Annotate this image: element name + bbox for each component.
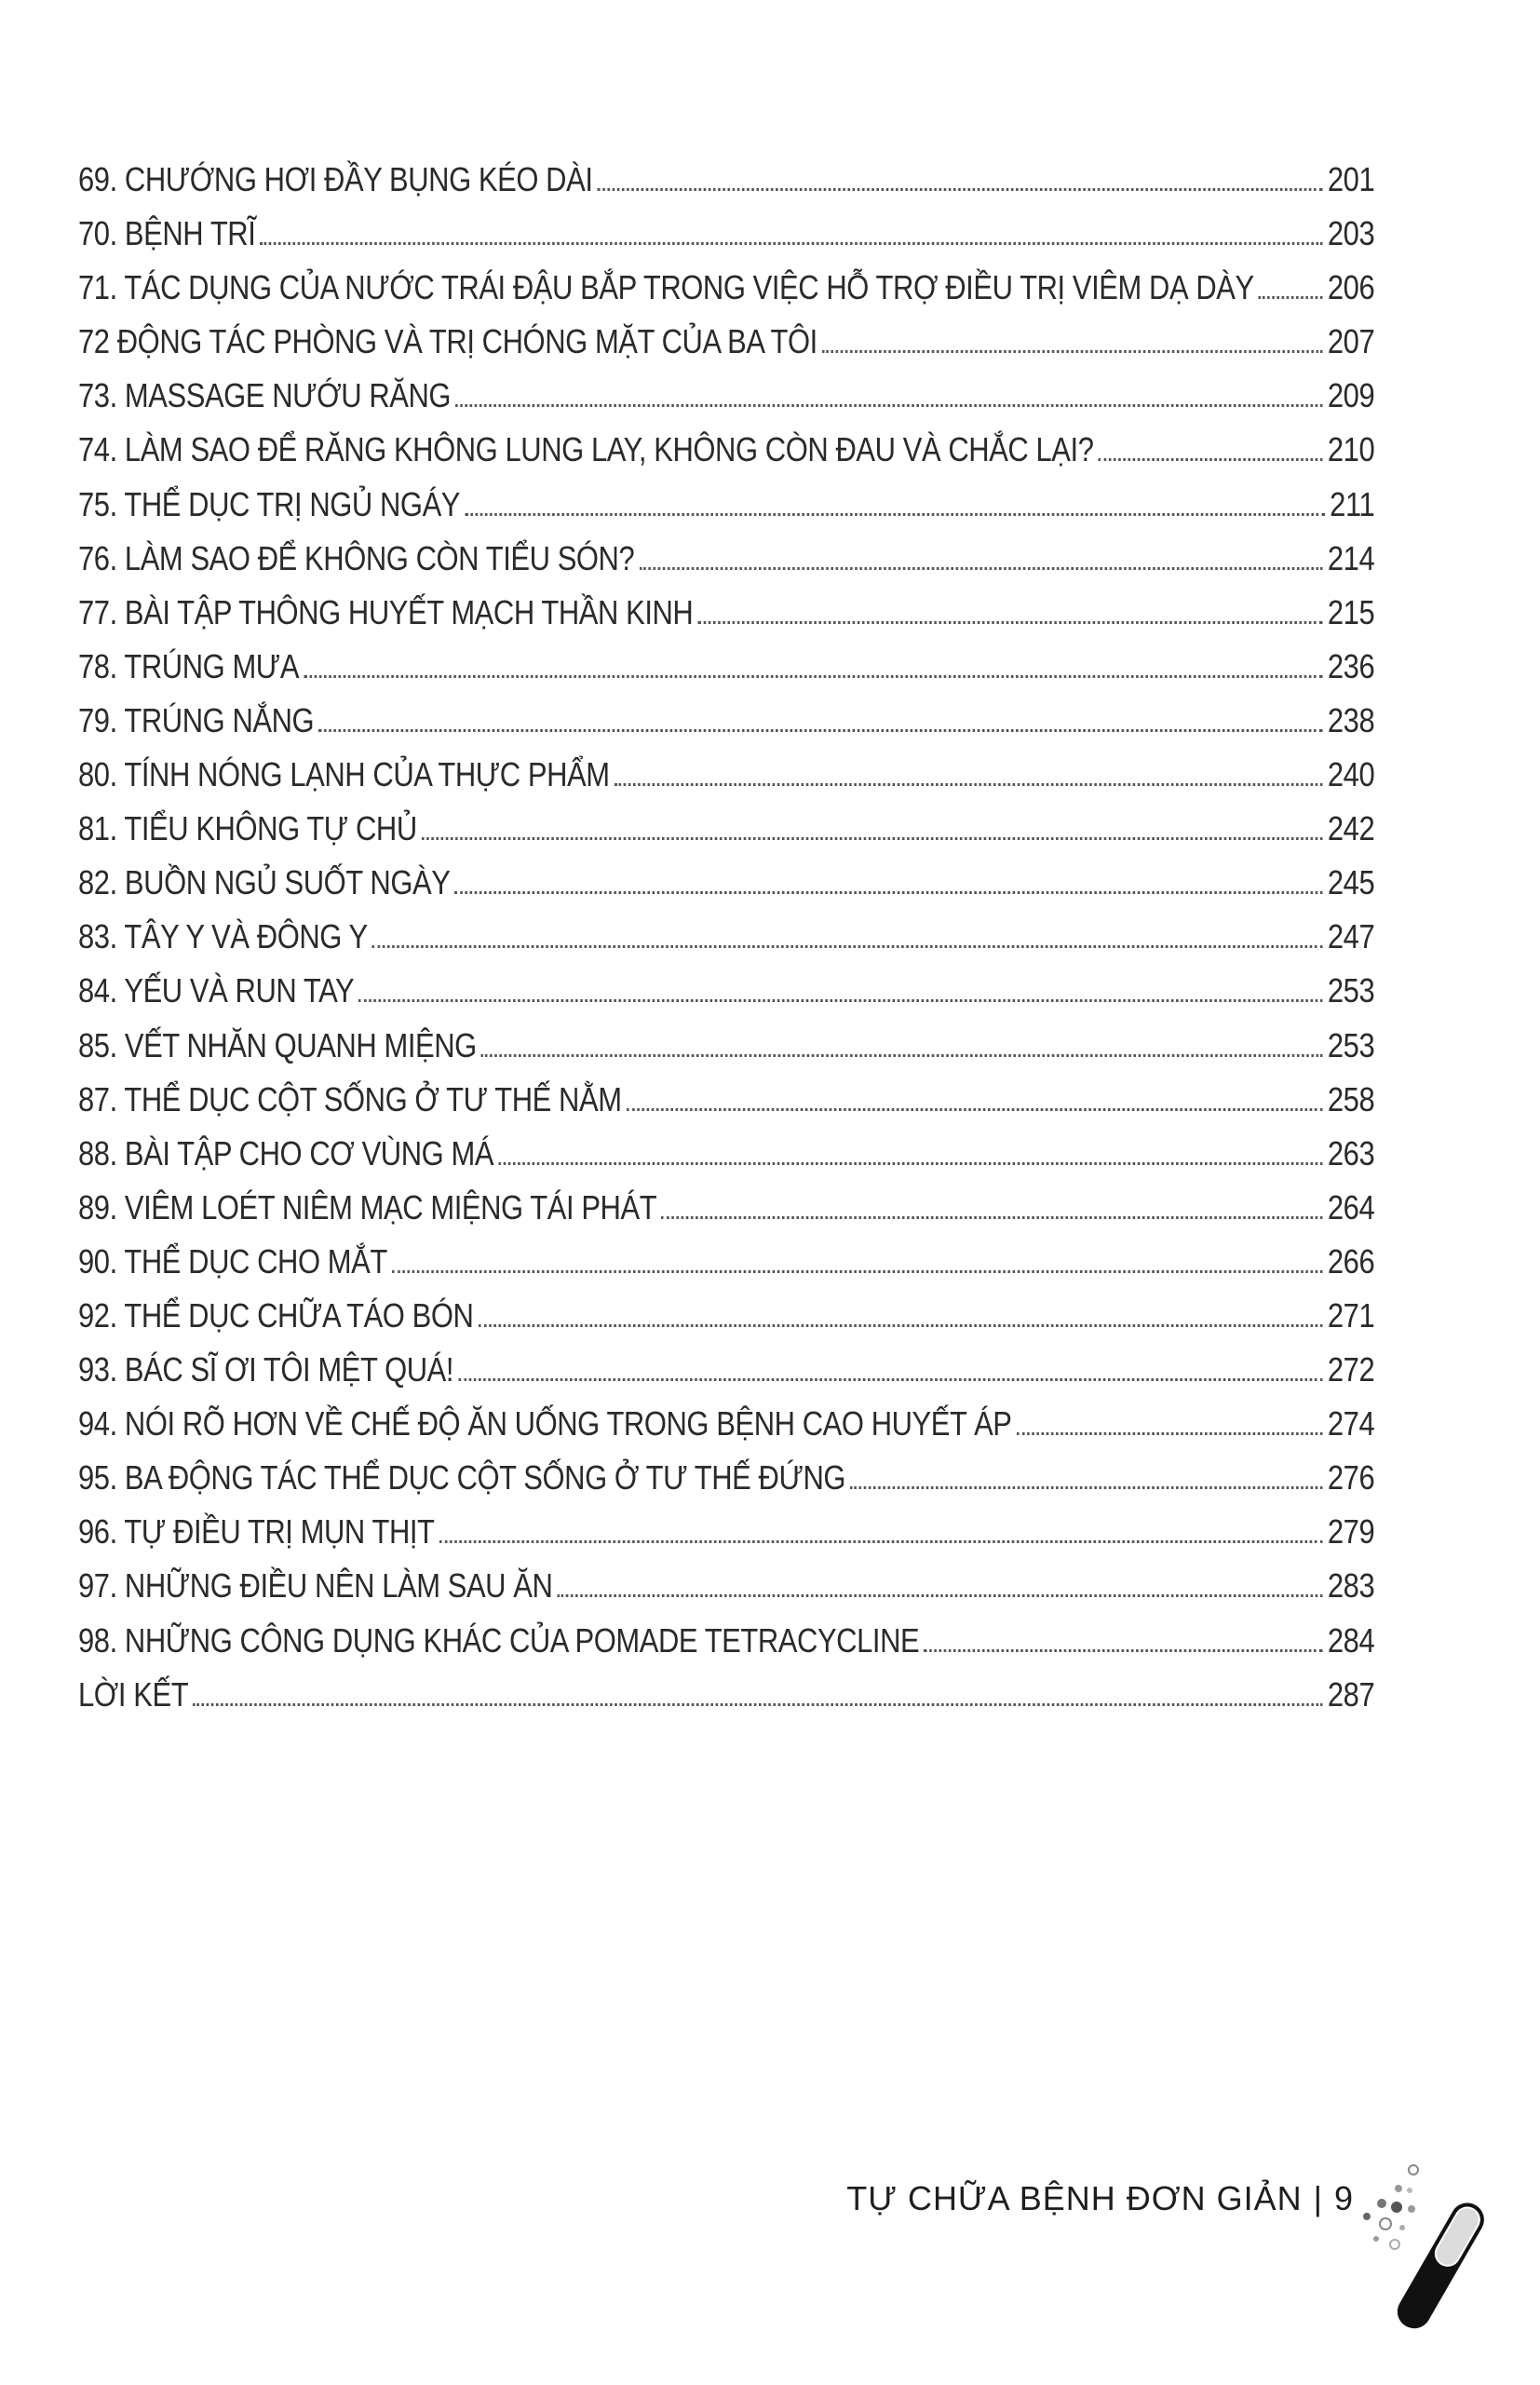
toc-entry-title: 75. THỂ DỤC TRỊ NGỦ NGÁY [78,484,461,523]
page-number: 9 [1333,2179,1354,2217]
toc-entry-title: 85. VẾT NHĂN QUANH MIỆNG [78,1025,477,1064]
toc-entry-page: 215 [1327,592,1375,631]
dot-leader [850,1486,1322,1489]
dot-leader [392,1270,1323,1273]
toc-entry-page: 201 [1327,160,1375,198]
toc-entry-page: 274 [1327,1404,1375,1443]
dot-leader [639,567,1322,570]
dot-leader [615,783,1323,786]
toc-entry-page: 242 [1327,809,1375,848]
dot-leader [1017,1432,1323,1435]
dot-leader [318,729,1322,732]
toc-entry [78,478,1374,532]
toc-entry-title: 76. LÀM SAO ĐỂ KHÔNG CÒN TIỂU SÓN? [78,538,635,577]
toc-entry-title: 78. TRÚNG MƯA [78,646,300,685]
toc-entry [78,910,1374,964]
toc-entry-title: 89. VIÊM LOÉT NIÊM MẠC MIỆNG TÁI PHÁT [78,1187,657,1226]
toc-entry [78,640,1374,694]
toc-entry-title: 83. TÂY Y VÀ ĐÔNG Y [78,917,368,956]
toc-entry-title: 81. TIỂU KHÔNG TỰ CHỦ [78,809,417,848]
dot-leader [627,1108,1323,1111]
toc-entry-page: 263 [1327,1133,1375,1172]
toc-entry-page: 211 [1330,484,1375,523]
toc-entry-title: 82. BUỒN NGỦ SUỐT NGÀY [78,863,451,902]
dot-leader [481,1054,1323,1057]
toc-entry-title: 84. YẾU VÀ RUN TAY [78,971,355,1010]
dot-leader [458,1378,1322,1381]
toc-entry-title: 90. THỂ DỤC CHO MẮT [78,1241,387,1281]
toc-entry-title: 77. BÀI TẬP THÔNG HUYẾT MẠCH THẦN KINH [78,592,694,631]
toc-entry [78,856,1374,910]
pill-capsule-icon [1354,2159,1484,2345]
toc-entry [78,532,1374,586]
dot-leader [1259,296,1323,299]
dot-leader [372,945,1323,948]
toc-entry [78,1451,1374,1505]
toc-entry [78,1668,1374,1722]
dot-leader [439,1540,1323,1543]
toc-entry-title: 88. BÀI TẬP CHO CƠ VÙNG MÁ [78,1133,494,1172]
toc-entry-page: 253 [1327,1025,1375,1064]
toc-entry [78,1614,1374,1668]
toc-entry-page: 245 [1327,863,1375,902]
dot-leader [304,675,1322,678]
toc-entry-page: 264 [1327,1187,1375,1226]
toc-entry-title: 80. TÍNH NÓNG LẠNH CỦA THỰC PHẨM [78,755,610,794]
dot-leader [498,1162,1322,1165]
dot-leader [193,1703,1322,1706]
toc-entry-title: 69. CHƯỚNG HƠI ĐẦY BỤNG KÉO DÀI [78,160,593,198]
toc-entry-page: 271 [1327,1295,1375,1335]
toc-entry-page: 258 [1327,1079,1375,1118]
toc-entry-title: 98. NHỮNG CÔNG DỤNG KHÁC CỦA POMADE TETRACYCLINE [78,1620,920,1660]
toc-entry-title: 87. THỂ DỤC CỘT SỐNG Ở TƯ THẾ NẰM [78,1079,622,1118]
dot-leader [698,621,1323,624]
toc-entry [78,694,1374,748]
toc-entry [78,964,1374,1018]
toc-entry [78,1289,1374,1343]
toc-entry [78,207,1374,261]
toc-entry-page: 287 [1327,1674,1375,1714]
toc-entry [78,1559,1374,1613]
toc-entry-page: 272 [1327,1350,1375,1389]
toc-entry [78,1019,1374,1073]
toc-entry-title: 92. THỂ DỤC CHỮA TÁO BÓN [78,1295,474,1335]
dot-leader [924,1649,1322,1652]
toc-entry [78,1505,1374,1559]
toc-entry-page: 209 [1327,376,1375,415]
toc-entry [78,423,1374,477]
toc-entry [78,1397,1374,1451]
dot-leader [558,1594,1323,1597]
dot-leader [455,891,1323,894]
toc-entry [78,1181,1374,1235]
toc-entry-title: 97. NHỮNG ĐIỀU NÊN LÀM SAU ĂN [78,1566,553,1606]
dot-leader [358,999,1322,1002]
dot-leader [661,1216,1322,1219]
toc-entry-page: 284 [1327,1620,1375,1660]
dot-leader [479,1324,1323,1327]
toc-entry-page: 240 [1327,755,1375,794]
toc-entry-page: 238 [1327,700,1375,739]
toc-entry [78,261,1374,315]
toc-entry [78,802,1374,856]
toc-entry-title: 95. BA ĐỘNG TÁC THỂ DỤC CỘT SỐNG Ở TƯ THẾ ĐỨNG [78,1458,846,1497]
dot-leader [261,242,1323,245]
toc-entry [78,748,1374,802]
toc-entry [78,1343,1374,1397]
dot-leader [822,350,1323,353]
toc-entry [78,369,1374,423]
toc-entry-page: 207 [1327,322,1375,361]
table-of-contents [78,153,1374,1722]
toc-entry [78,1073,1374,1127]
toc-entry-title: 71. TÁC DỤNG CỦA NƯỚC TRÁI ĐẬU BẮP TRONG VIỆC HỖ TRỢ ĐIỀU TRỊ VIÊM DẠ DÀY [78,268,1254,307]
toc-entry [78,586,1374,640]
toc-entry [78,315,1374,369]
toc-entry-title: 73. MASSAGE NƯỚU RĂNG [78,376,452,415]
dot-leader [598,188,1323,191]
dot-leader [455,404,1322,407]
page-footer [846,2179,1354,2218]
toc-entry-title: 79. TRÚNG NẮNG [78,700,315,739]
toc-entry-title: 70. BỆNH TRĨ [78,214,256,253]
toc-entry-page: 247 [1327,917,1375,956]
toc-entry-page: 203 [1327,214,1375,253]
toc-entry-title: 93. BÁC SĨ ƠI TÔI MỆT QUÁ! [78,1350,454,1389]
dot-leader [1099,458,1323,461]
toc-entry-title: LỜI KẾT [78,1674,189,1714]
toc-entry-title: 96. TỰ ĐIỀU TRỊ MỤN THỊT [78,1512,435,1552]
toc-entry-page: 253 [1327,971,1375,1010]
dot-leader [422,837,1323,840]
toc-entry-page: 279 [1327,1512,1375,1552]
toc-entry [78,1235,1374,1289]
dot-leader [465,513,1325,516]
toc-entry-page: 266 [1327,1241,1375,1281]
toc-entry-title: 74. LÀM SAO ĐỂ RĂNG KHÔNG LUNG LAY, KHÔNG CÒN ĐAU VÀ CHẮC LẠI? [78,430,1094,469]
toc-entry [78,1127,1374,1181]
footer-separator: | [1313,2179,1323,2217]
toc-entry-page: 276 [1327,1458,1375,1497]
toc-entry-page: 206 [1327,268,1375,307]
toc-entry-page: 214 [1327,538,1375,577]
toc-entry-page: 236 [1327,646,1375,685]
toc-entry [78,153,1374,207]
toc-entry-title: 72 ĐỘNG TÁC PHÒNG VÀ TRỊ CHÓNG MẶT CỦA BA TÔI [78,322,817,361]
toc-entry-page: 283 [1327,1566,1375,1606]
book-title: TỰ CHỮA BỆNH ĐƠN GIẢN [846,2179,1303,2217]
toc-entry-page: 210 [1327,430,1375,469]
toc-entry-title: 94. NÓI RÕ HƠN VỀ CHẾ ĐỘ ĂN UỐNG TRONG BỆNH CAO HUYẾT ÁP [78,1404,1012,1443]
